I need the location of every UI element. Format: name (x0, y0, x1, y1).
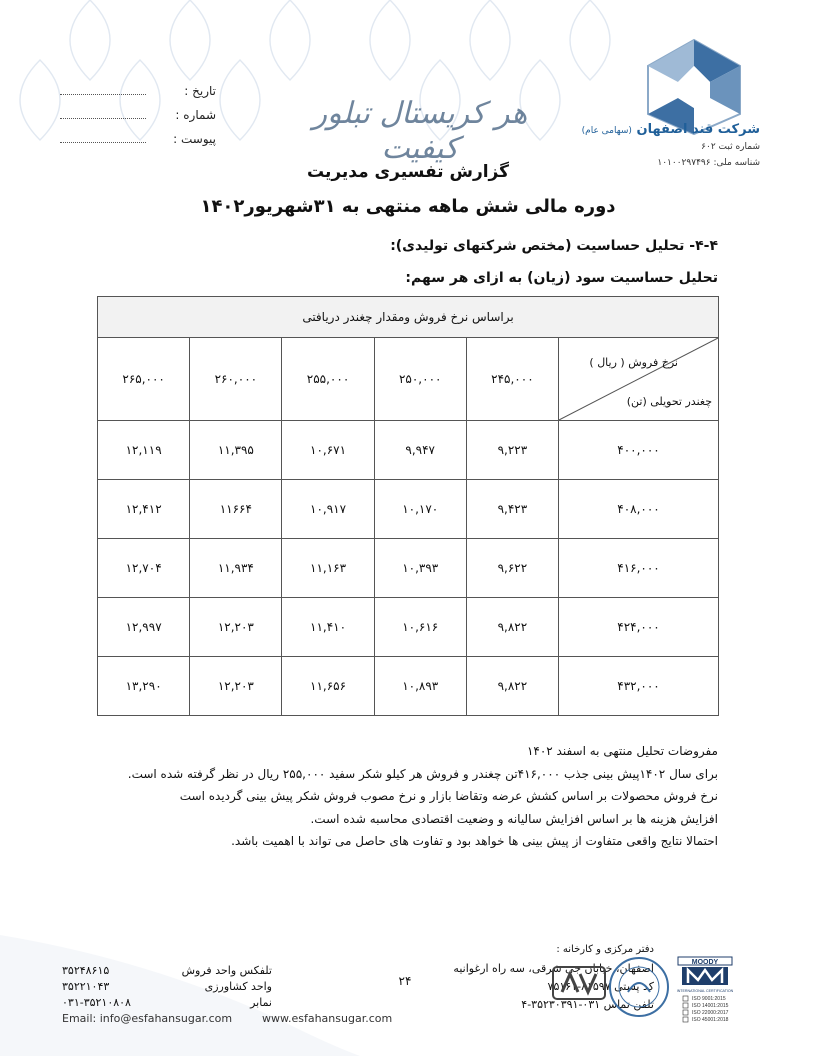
company-logo (628, 36, 760, 136)
table-cell: ۱۲,۹۹۷ (98, 598, 190, 657)
moody-label: MOODY (691, 959, 719, 966)
agri-unit-value: ۳۵۲۲۱۰۴۳ (62, 980, 110, 993)
table-cell: ۹,۶۲۲ (466, 539, 558, 598)
sales-fax-label: تلفکس واحد فروش (181, 964, 272, 977)
table-caption: براساس نرخ فروش ومقدار چغندر دریافتی (98, 297, 719, 338)
table-cell: ۹,۲۲۳ (466, 421, 558, 480)
report-title: گزارش تفسیری مدیریت (306, 162, 510, 182)
table-cell: ۱۳,۲۹۰ (98, 657, 190, 716)
section-heading: ۴-۴- تحلیل حساسیت (مختص شرکتهای تولیدی): (390, 238, 718, 254)
table-cell: ۱۰,۱۷۰ (374, 480, 466, 539)
footer-postal-code: کد پستی ۸۱۵۹۷-۷۵۱۶۱ (547, 980, 654, 993)
table-cell: ۱۰,۸۹۳ (374, 657, 466, 716)
corner-label-beet: چغندر تحویلی (تن) (626, 395, 712, 408)
moody-certification-logo (676, 956, 734, 1026)
meta-attachment-blank (60, 134, 146, 143)
meta-date-blank (60, 86, 146, 95)
note-line: نرخ فروش محصولات بر اساس کشش عرضه وتقاضا بازار و نرخ مصوب فروش شکر پیش بینی گردیده است (179, 789, 718, 803)
table-header-row (98, 338, 719, 421)
table-cell: ۹,۸۲۲ (466, 657, 558, 716)
footer-agri-unit (62, 980, 272, 993)
table-cell: ۱۱,۴۱۰ (282, 598, 374, 657)
column-header: ۲۵۰,۰۰۰ (374, 338, 466, 421)
meta-number (40, 108, 216, 122)
meta-number-label: شماره : (175, 108, 216, 122)
fax-value: ۰۳۱-۳۵۲۱۰۸۰۸ (62, 996, 131, 1009)
table-cell: ۱۱,۱۶۳ (282, 539, 374, 598)
standard-mark-logo (552, 966, 606, 1000)
table-row (98, 598, 719, 657)
note-line: افزایش هزینه ها بر اساس افزایش سالیانه و وضعیت اقتصادی محاسبه شده است. (310, 811, 718, 826)
table-cell: ۹,۴۲۳ (466, 480, 558, 539)
moody-subtitle: INTERNATIONAL CERTIFICATION (676, 989, 734, 993)
table-cell: ۱۲,۴۱۲ (98, 480, 190, 539)
footer-sales-fax (62, 964, 272, 977)
table-cell: ۹,۹۴۷ (374, 421, 466, 480)
table-row (98, 657, 719, 716)
iso-line: ISO 9001:2015 (692, 996, 726, 1002)
note-line: احتمالا نتایج واقعی متفاوت از پیش بینی ها خواهد بود و تفاوت های حاصل می تواند با اهمیت باشد. (231, 834, 718, 848)
company-type: (سهامی عام) (581, 126, 632, 136)
table-cell: ۱۲,۲۰۳ (190, 657, 282, 716)
table-cell: ۱۱,۳۹۵ (190, 421, 282, 480)
table-cell: ۱۰,۳۹۳ (374, 539, 466, 598)
assumptions-notes (100, 740, 718, 853)
meta-date-label: تاریخ : (184, 84, 216, 98)
footer-phone: تلفن تماس ۰۳۱-۳۵۲۳۰۳۹۱-۴ (521, 998, 654, 1011)
table-cell: ۱۱۶۶۴ (190, 480, 282, 539)
table-row (98, 480, 719, 539)
column-header: ۲۶۰,۰۰۰ (190, 338, 282, 421)
table-cell: ۱۰,۶۷۱ (282, 421, 374, 480)
registration-number: شماره ثبت ۶۰۲ (701, 142, 760, 152)
sensitivity-table (97, 296, 719, 716)
footer-address: اصفهان، خیابان جی شرقی، سه راه ارغوانیه (453, 962, 654, 975)
iso-line: ISO 45001:2018 (692, 1017, 729, 1023)
table-heading: تحلیل حساسیت سود (زیان) به ازای هر سهم: (405, 270, 718, 286)
table-cell: ۱۲,۲۰۳ (190, 598, 282, 657)
iso-line: ISO 14001:2015 (692, 1003, 729, 1009)
national-id: شناسه ملی: ۱۰۱۰۰۲۹۷۴۹۶ (657, 158, 760, 168)
meta-attachment (40, 132, 216, 146)
slogan: هر کریستال تبلور کیفیت (312, 96, 528, 166)
footer-fax (62, 996, 272, 1009)
footer-website: www.esfahansugar.com (262, 1012, 393, 1025)
fax-label: نمابر (250, 996, 272, 1009)
meta-number-blank (60, 110, 146, 119)
table-cell: ۹,۸۲۲ (466, 598, 558, 657)
column-header: ۲۵۵,۰۰۰ (282, 338, 374, 421)
table-row (98, 421, 719, 480)
footer-office-label: دفتر مرکزی و کارخانه : (556, 944, 654, 955)
iso-line: ISO 22000:2017 (692, 1010, 729, 1016)
table-caption-row (98, 297, 719, 338)
table-corner-cell (559, 338, 719, 421)
page-number: ۲۴ (398, 974, 412, 988)
table-cell: ۱۰,۶۱۶ (374, 598, 466, 657)
corner-label-rate: نرخ فروش ( ریال ) (589, 356, 678, 369)
report-period: دوره مالی شش ماهه منتهی به ۳۱شهریور۱۴۰۲ (200, 196, 616, 217)
note-line: مفروضات تحلیل منتهی به اسفند ۱۴۰۲ (526, 744, 718, 758)
row-label: ۴۳۲,۰۰۰ (559, 657, 719, 716)
meta-date (40, 84, 216, 98)
column-header: ۲۶۵,۰۰۰ (98, 338, 190, 421)
sales-fax-value: ۳۵۲۴۸۶۱۵ (62, 964, 110, 977)
table-cell: ۱۲,۷۰۴ (98, 539, 190, 598)
company-name: شرکت قند اصفهان (سهامی عام) (581, 122, 760, 137)
table-cell: ۱۲,۱۱۹ (98, 421, 190, 480)
footer-email: Email: info@esfahansugar.com (62, 1012, 233, 1025)
meta-attachment-label: پیوست : (173, 132, 216, 146)
table-row (98, 539, 719, 598)
table-cell: ۱۱,۶۵۶ (282, 657, 374, 716)
row-label: ۴۰۸,۰۰۰ (559, 480, 719, 539)
table-cell: ۱۱,۹۳۴ (190, 539, 282, 598)
column-header: ۲۴۵,۰۰۰ (466, 338, 558, 421)
row-label: ۴۲۴,۰۰۰ (559, 598, 719, 657)
agri-unit-label: واحد کشاورزی (204, 980, 272, 993)
note-line: برای سال ۱۴۰۲پیش بینی جذب ۴۱۶,۰۰۰تن چغندر و فروش هر کیلو شکر سفید ۲۵۵,۰۰۰ ریال در نظر گرفته شده است. (127, 766, 718, 781)
row-label: ۴۱۶,۰۰۰ (559, 539, 719, 598)
row-label: ۴۰۰,۰۰۰ (559, 421, 719, 480)
table-cell: ۱۰,۹۱۷ (282, 480, 374, 539)
certification-seal (608, 956, 670, 1018)
